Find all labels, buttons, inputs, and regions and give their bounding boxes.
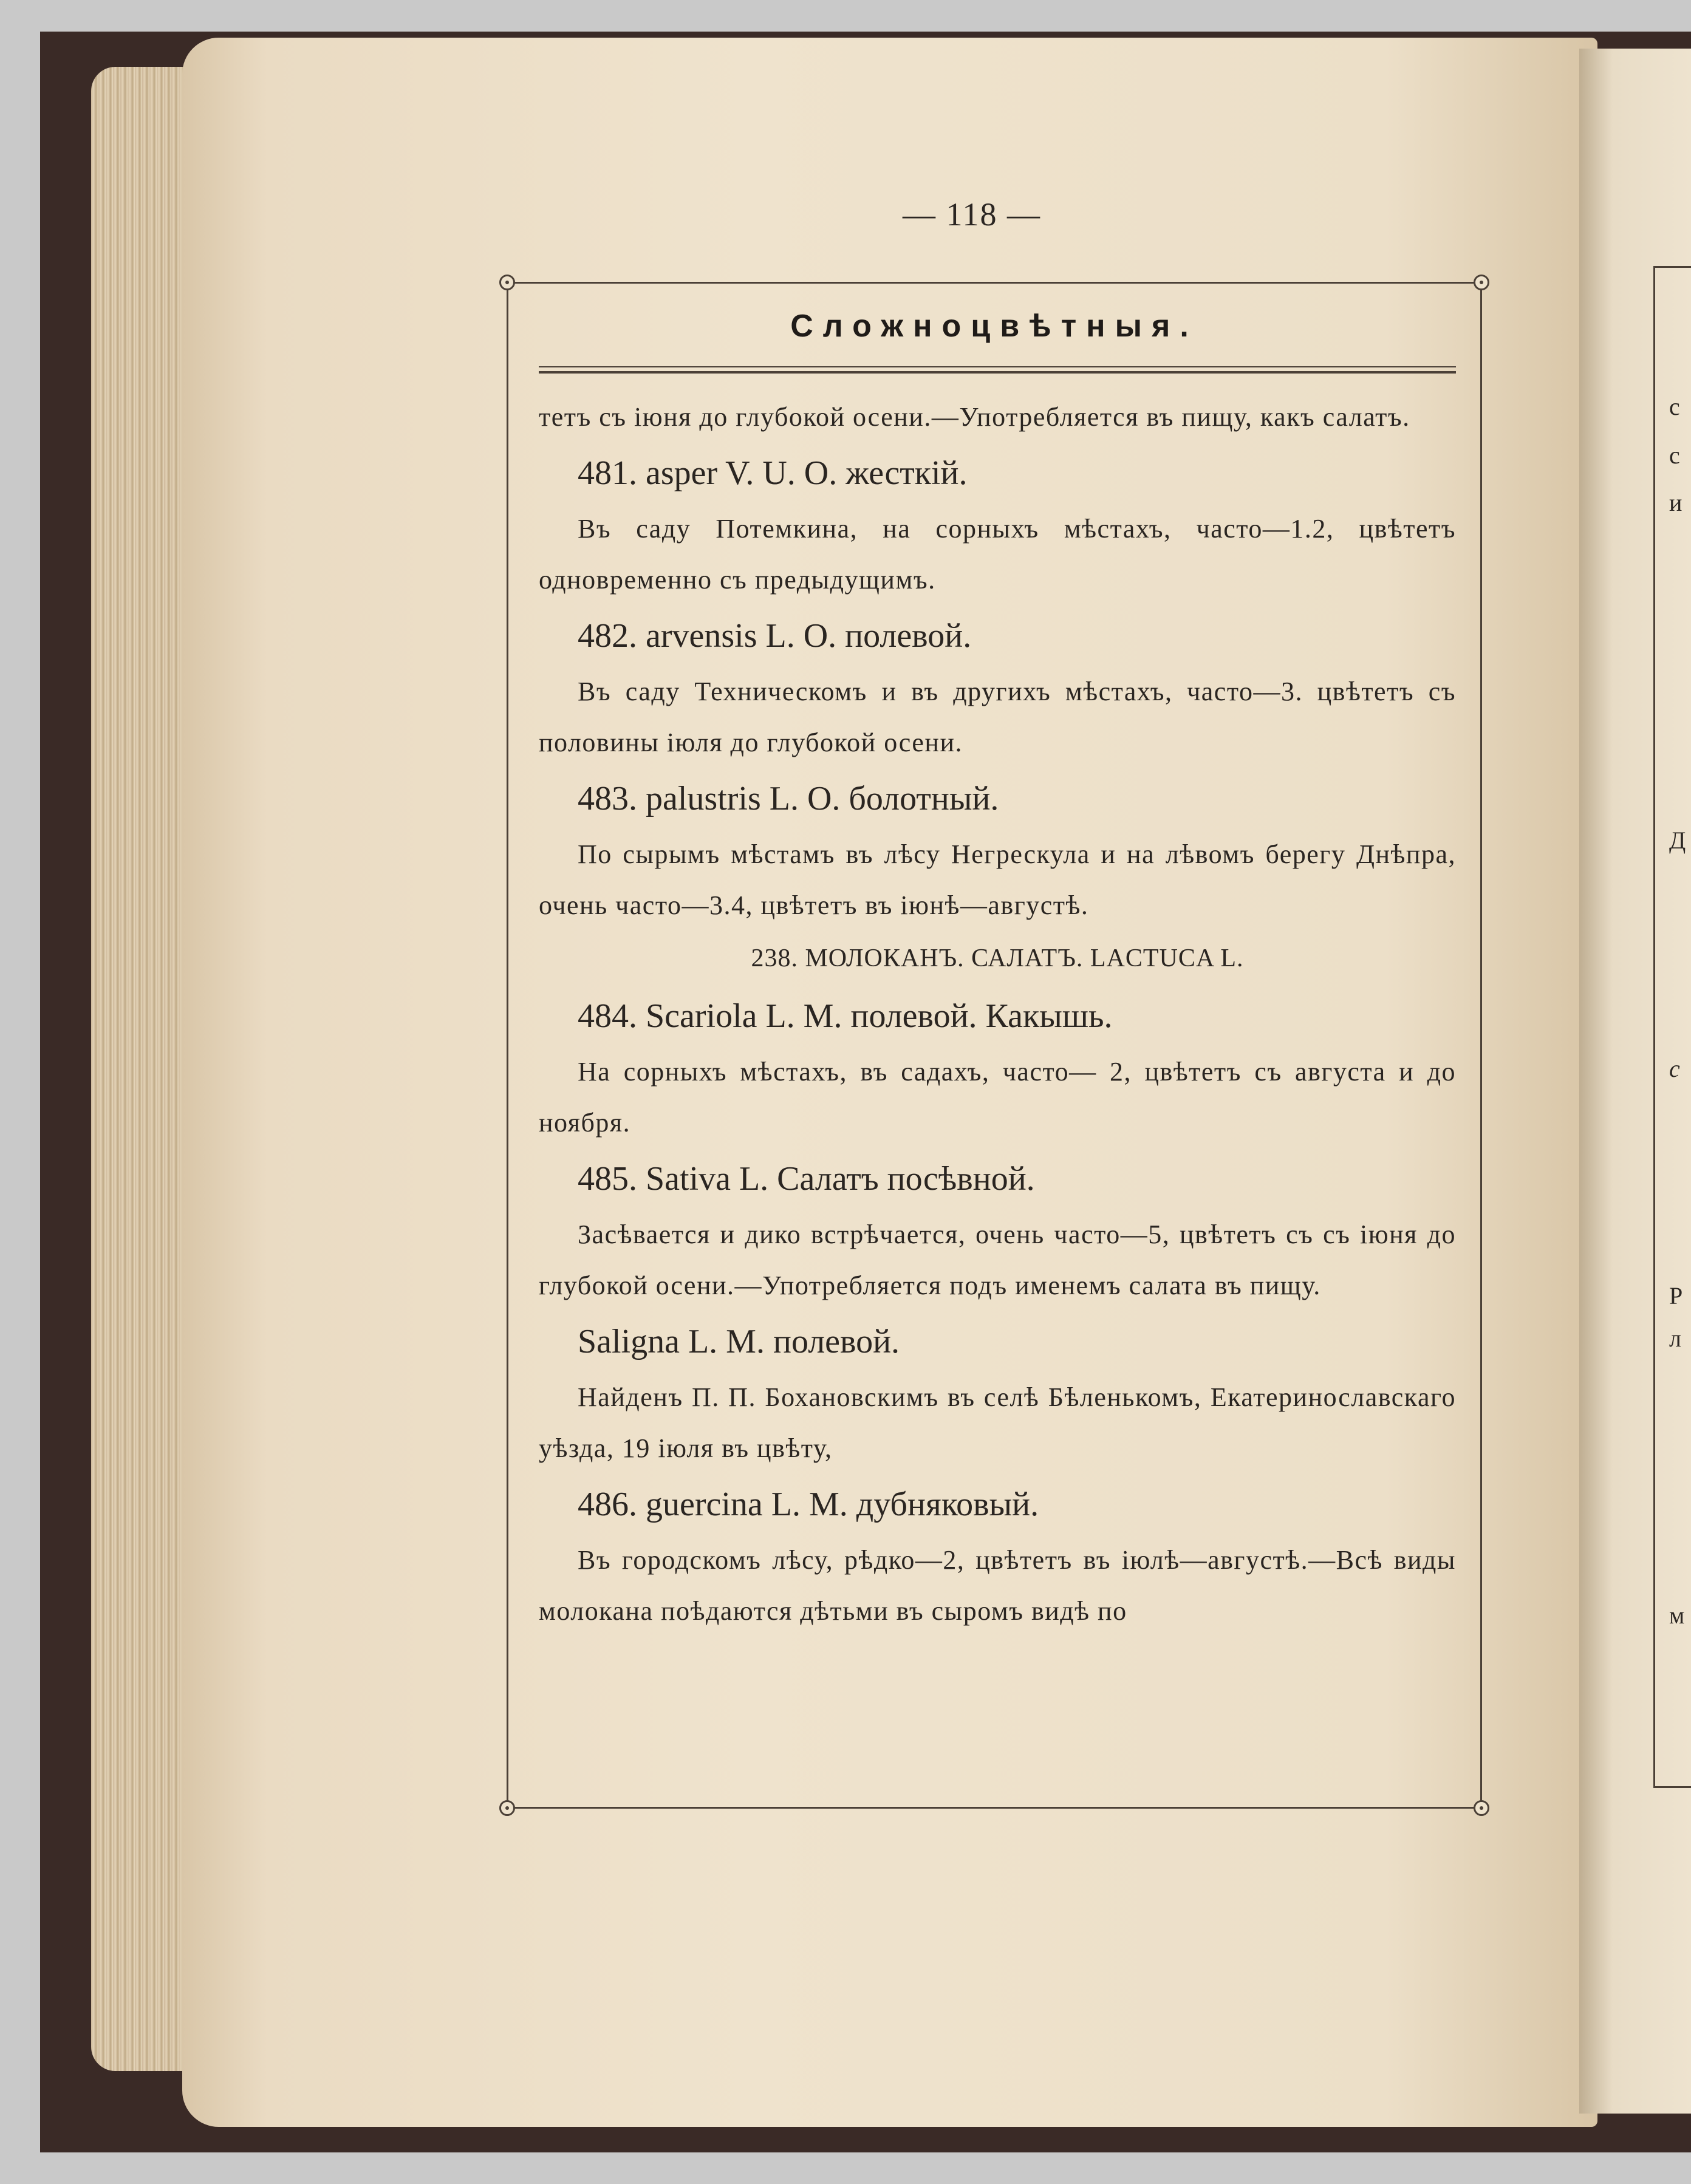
- corner-ornament: [499, 275, 515, 290]
- body-paragraph: Въ городскомъ лѣсу, рѣдко—2, цвѣтетъ въ іюлѣ—августѣ.—Всѣ виды молокана поѣдаются дѣтьми въ сыромъ видѣ по: [539, 1545, 1456, 1626]
- species-entry: 481. asper V. U. O. жесткій.: [578, 454, 968, 492]
- species-entry: Saligna L. M. полевой.: [578, 1323, 900, 1360]
- header-rule-thick: [539, 371, 1456, 374]
- species-entry: 482. arvensis L. O. полевой.: [578, 617, 972, 655]
- species-entry: 483. palustris L. O. болотный.: [578, 780, 999, 817]
- corner-ornament: [1474, 275, 1489, 290]
- next-page-fragment: с: [1669, 442, 1680, 469]
- text-frame: [507, 282, 1482, 1809]
- body-paragraph: По сырымъ мѣстамъ въ лѣсу Негрескула и на лѣвомъ берегу Днѣпра, очень часто—3.4, цвѣтетъ въ іюнѣ—августѣ.: [539, 839, 1456, 920]
- next-page-fragment: с: [1669, 393, 1680, 420]
- header-rule: [539, 366, 1456, 367]
- next-page-fragment: м: [1669, 1602, 1685, 1629]
- species-entry: 485. Sativa L. Салатъ посѣвной.: [578, 1160, 1035, 1198]
- next-page-fragment: Р: [1669, 1282, 1683, 1309]
- body-paragraph: тетъ съ іюня до глубокой осени.—Употребляется въ пищу, какъ салатъ.: [539, 402, 1410, 432]
- body-paragraph: Найденъ П. П. Бохановскимъ въ селѣ Бѣленькомъ, Екатеринославскаго уѣзда, 19 іюля въ цвѣту,: [539, 1382, 1456, 1463]
- page-number: — 118 —: [903, 196, 1041, 233]
- body-paragraph: Въ саду Техническомъ и въ другихъ мѣстахъ, часто—3. цвѣтетъ съ половины іюля до глубокой осени.: [539, 677, 1456, 757]
- species-entry: 484. Scariola L. M. полевой. Какышь.: [578, 997, 1113, 1035]
- next-page-fragment: и: [1669, 489, 1682, 516]
- body-paragraph: Засѣвается и дико встрѣчается, очень часто—5, цвѣтетъ съ съ іюня до глубокой осени.—Употребляется подъ именемъ салата въ пищу.: [539, 1220, 1456, 1300]
- next-page-fragment: Д: [1669, 827, 1686, 854]
- corner-ornament: [1474, 1800, 1489, 1816]
- corner-ornament: [499, 1800, 515, 1816]
- body-paragraph: Въ саду Потемкина, на сорныхъ мѣстахъ, часто—1.2, цвѣтетъ одновременно съ предыдущимъ.: [539, 514, 1456, 595]
- body-paragraph: На сорныхъ мѣстахъ, въ садахъ, часто— 2, цвѣтетъ съ августа и до ноября.: [539, 1057, 1456, 1138]
- page-content: [539, 392, 1456, 1637]
- running-header: Сложноцвѣтныя.: [790, 309, 1198, 344]
- species-entry: 486. guercina L. M. дубняковый.: [578, 1486, 1039, 1523]
- genus-heading: 238. МОЛОКАНЪ. САЛАТЪ. LACTUCA L.: [751, 944, 1244, 972]
- next-page-fragment: с: [1669, 1055, 1680, 1082]
- next-page-fragment: л: [1669, 1325, 1681, 1352]
